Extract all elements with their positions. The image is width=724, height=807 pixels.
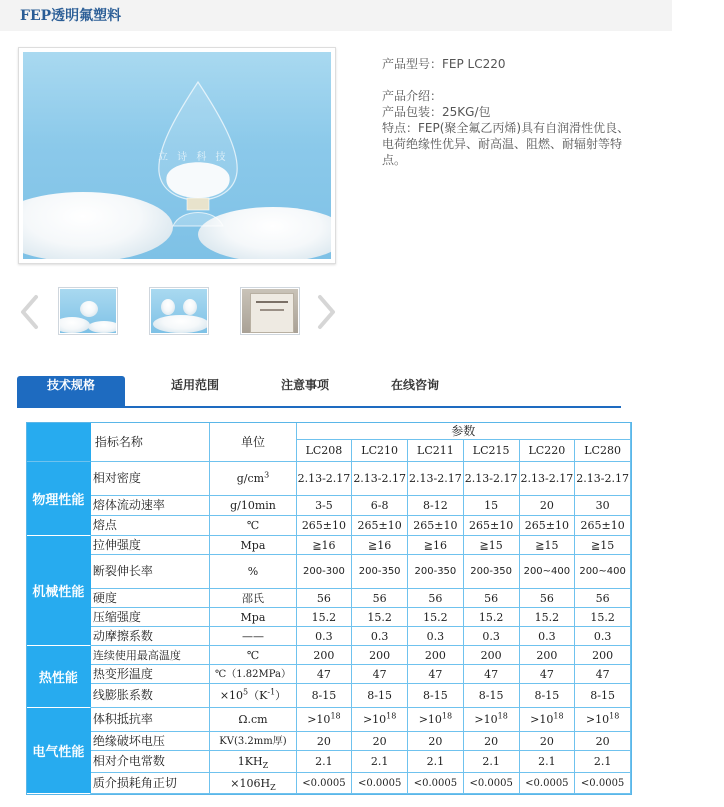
row-unit: —— — [210, 627, 296, 646]
row-unit: ℃ — [210, 646, 296, 665]
row-value: 15.2 — [520, 608, 576, 627]
row-unit: g/10min — [210, 496, 296, 516]
row-name: 熔体流动速率 — [91, 496, 211, 516]
row-value: 265±10 — [575, 516, 631, 536]
row-name: 拉伸强度 — [91, 536, 211, 555]
category-electrical: 电气性能 — [27, 708, 91, 794]
row-name: 硬度 — [91, 589, 211, 608]
row-value: <0.0005 — [352, 773, 408, 794]
row-name: 动摩擦系数 — [91, 627, 211, 646]
row-name: 热变形温度 — [91, 665, 211, 684]
row-value: ≧16 — [408, 536, 464, 555]
tab-specs[interactable]: 技术规格 — [17, 376, 125, 406]
grade-label: LC220 — [520, 440, 576, 462]
grade-label: LC211 — [408, 440, 464, 462]
row-name: 体积抵抗率 — [91, 708, 211, 732]
row-value: 15.2 — [408, 608, 464, 627]
row-value: 8-15 — [520, 684, 576, 708]
row-value: 265±10 — [464, 516, 520, 536]
row-value: 2.13-2.17 — [464, 462, 520, 496]
row-value: 20 — [464, 732, 520, 751]
row-value: 265±10 — [520, 516, 576, 536]
row-name: 相对密度 — [91, 462, 211, 496]
thumbnail-image — [242, 289, 298, 333]
row-unit: $\times 10^5(K^{-1})$ — [210, 684, 296, 708]
row-name: 熔点 — [91, 516, 211, 536]
row-unit: % — [210, 555, 296, 589]
row-value: <0.0005 — [464, 773, 520, 794]
category-thermal: 热性能 — [27, 646, 91, 708]
row-value: 6-8 — [352, 496, 408, 516]
row-value: 0.3 — [520, 627, 576, 646]
row-name: 连续使用最高温度 — [91, 646, 211, 665]
row-value: 265±10 — [297, 516, 353, 536]
category-mechanical: 机械性能 — [27, 536, 91, 646]
row-value: $>10^{18}$ — [297, 708, 353, 732]
row-value: 200 — [408, 646, 464, 665]
row-unit: 邵氏 — [210, 589, 296, 608]
row-value: 15.2 — [297, 608, 353, 627]
table-row — [27, 708, 631, 732]
thumbnail-2[interactable] — [149, 287, 209, 335]
thumbnail-image — [60, 289, 116, 333]
table-header-row — [27, 423, 631, 440]
product-features-3: 点。 — [382, 153, 407, 167]
row-value: <0.0005 — [297, 773, 353, 794]
row-value: 200-350 — [464, 555, 520, 589]
row-value: <0.0005 — [520, 773, 576, 794]
row-value: 56 — [352, 589, 408, 608]
row-value: $>10^{18}$ — [464, 708, 520, 732]
table-row — [27, 555, 631, 589]
table-row — [27, 751, 631, 773]
chevron-right-icon[interactable] — [316, 294, 338, 330]
product-model: 产品型号：FEP LC220 — [382, 57, 506, 71]
row-value: 200~400 — [520, 555, 576, 589]
granule-pile-left — [23, 192, 173, 259]
table-row — [27, 462, 631, 496]
title-bar — [0, 0, 672, 31]
row-value: 2.1 — [408, 751, 464, 773]
tab-applications[interactable]: 适用范围 — [170, 378, 219, 392]
category-physical: 物理性能 — [27, 462, 91, 536]
main-product-image[interactable] — [18, 47, 336, 264]
header-unit: 单位 — [210, 423, 296, 462]
row-value: 56 — [575, 589, 631, 608]
row-value: 56 — [520, 589, 576, 608]
row-name: 压缩强度 — [91, 608, 211, 627]
spec-table — [26, 422, 632, 795]
row-value: 15.2 — [575, 608, 631, 627]
row-value: 0.3 — [352, 627, 408, 646]
row-value: 15.2 — [352, 608, 408, 627]
header-params: 参数 — [297, 423, 631, 440]
row-value: 47 — [408, 665, 464, 684]
row-value: 2.13-2.17 — [408, 462, 464, 496]
row-value: $>10^{18}$ — [575, 708, 631, 732]
row-value: $>10^{18}$ — [352, 708, 408, 732]
header-corner — [27, 423, 91, 462]
row-value: 8-15 — [352, 684, 408, 708]
thumbnail-1[interactable] — [58, 287, 118, 335]
table-row — [27, 684, 631, 708]
product-packaging: 产品包装：25KG/包 — [382, 105, 491, 119]
row-value: 200 — [520, 646, 576, 665]
chevron-left-icon[interactable] — [18, 294, 40, 330]
row-value: ≧15 — [575, 536, 631, 555]
row-value: 2.1 — [575, 751, 631, 773]
table-row — [27, 732, 631, 751]
row-value: 2.1 — [464, 751, 520, 773]
row-name: 质介损耗角正切 — [91, 773, 211, 794]
row-value: 47 — [464, 665, 520, 684]
table-row — [27, 665, 631, 684]
row-value: 20 — [520, 732, 576, 751]
row-value: 200-350 — [408, 555, 464, 589]
row-value: 200 — [297, 646, 353, 665]
row-value: 200 — [575, 646, 631, 665]
thumbnail-image — [151, 289, 207, 333]
row-value: 2.13-2.17 — [297, 462, 353, 496]
row-value: 0.3 — [575, 627, 631, 646]
row-value: ≧15 — [464, 536, 520, 555]
row-value: 2.1 — [352, 751, 408, 773]
grade-label: LC208 — [297, 440, 353, 462]
row-value: 2.13-2.17 — [520, 462, 576, 496]
row-value: ≧16 — [352, 536, 408, 555]
row-value: 47 — [352, 665, 408, 684]
row-value: 20 — [297, 732, 353, 751]
row-unit: ℃ — [210, 516, 296, 536]
row-value: ≧15 — [520, 536, 576, 555]
tab-notes[interactable]: 注意事项 — [280, 378, 329, 392]
row-value: 200 — [352, 646, 408, 665]
row-value: 8-12 — [408, 496, 464, 516]
row-unit: ℃（1.82MPa） — [210, 665, 296, 684]
row-value: 200-350 — [352, 555, 408, 589]
row-value: 8-15 — [464, 684, 520, 708]
row-unit: $\times 106H_Z$ — [210, 773, 296, 794]
row-value: $>10^{18}$ — [520, 708, 576, 732]
product-features-2: 电荷绝缘性优异、耐高温、阻燃、耐辐射等特 — [382, 137, 623, 151]
grade-label: LC215 — [464, 440, 520, 462]
header-name: 指标名称 — [91, 423, 211, 462]
row-value: 56 — [408, 589, 464, 608]
row-value: 200 — [464, 646, 520, 665]
row-value: 47 — [575, 665, 631, 684]
row-name: 线膨胀系数 — [91, 684, 211, 708]
row-unit: Ω.cm — [210, 708, 296, 732]
row-value: 265±10 — [408, 516, 464, 536]
row-unit: Mpa — [210, 608, 296, 627]
row-unit: KV(3.2mm厚) — [210, 732, 296, 751]
table-row — [27, 536, 631, 555]
row-value: $>10^{18}$ — [408, 708, 464, 732]
row-value: 20 — [520, 496, 576, 516]
table-row — [27, 608, 631, 627]
row-value: 15.2 — [464, 608, 520, 627]
row-value: 0.3 — [408, 627, 464, 646]
row-name: 绝缘破坏电压 — [91, 732, 211, 751]
row-value: 200-300 — [297, 555, 353, 589]
row-value: 2.1 — [520, 751, 576, 773]
table-row — [27, 627, 631, 646]
row-value: 47 — [520, 665, 576, 684]
row-value: 265±10 — [352, 516, 408, 536]
row-name: 相对介电常数 — [91, 751, 211, 773]
row-value: 30 — [575, 496, 631, 516]
row-value: 2.13-2.17 — [575, 462, 631, 496]
row-value: 8-15 — [297, 684, 353, 708]
row-value: 2.1 — [297, 751, 353, 773]
row-value: 47 — [297, 665, 353, 684]
watermark-text: 立 诗 科 技 — [158, 152, 229, 163]
tab-bar — [17, 376, 621, 408]
table-row — [27, 496, 631, 516]
row-value: 20 — [575, 732, 631, 751]
grade-label: LC210 — [352, 440, 408, 462]
product-intro-label: 产品介绍： — [382, 89, 443, 103]
row-value: 20 — [352, 732, 408, 751]
table-row — [27, 773, 631, 794]
row-value: ≧16 — [297, 536, 353, 555]
row-value: 2.13-2.17 — [352, 462, 408, 496]
table-row — [27, 589, 631, 608]
table-row — [27, 516, 631, 536]
row-value: <0.0005 — [408, 773, 464, 794]
row-value: 0.3 — [464, 627, 520, 646]
row-value: 0.3 — [297, 627, 353, 646]
page-title: FEP透明氟塑料 — [20, 8, 122, 24]
row-value: 3-5 — [297, 496, 353, 516]
thumbnail-3[interactable] — [240, 287, 300, 335]
row-value: 56 — [297, 589, 353, 608]
tab-consult[interactable]: 在线咨询 — [390, 378, 439, 392]
row-value: <0.0005 — [575, 773, 631, 794]
row-name: 断裂伸长率 — [91, 555, 211, 589]
table-row — [27, 646, 631, 665]
row-value: 8-15 — [575, 684, 631, 708]
row-unit: $1KH_Z$ — [210, 751, 296, 773]
row-value: 56 — [464, 589, 520, 608]
row-unit: $g/cm^3$ — [210, 462, 296, 496]
row-value: 8-15 — [408, 684, 464, 708]
row-value: 15 — [464, 496, 520, 516]
row-unit: Mpa — [210, 536, 296, 555]
grade-label: LC280 — [575, 440, 631, 462]
row-value: 20 — [408, 732, 464, 751]
product-info — [382, 56, 682, 168]
row-value: 200~400 — [575, 555, 631, 589]
product-photo — [23, 52, 331, 259]
product-features-1: 特点：FEP(聚全氟乙丙烯)具有自润滑性优良、 — [382, 121, 630, 135]
